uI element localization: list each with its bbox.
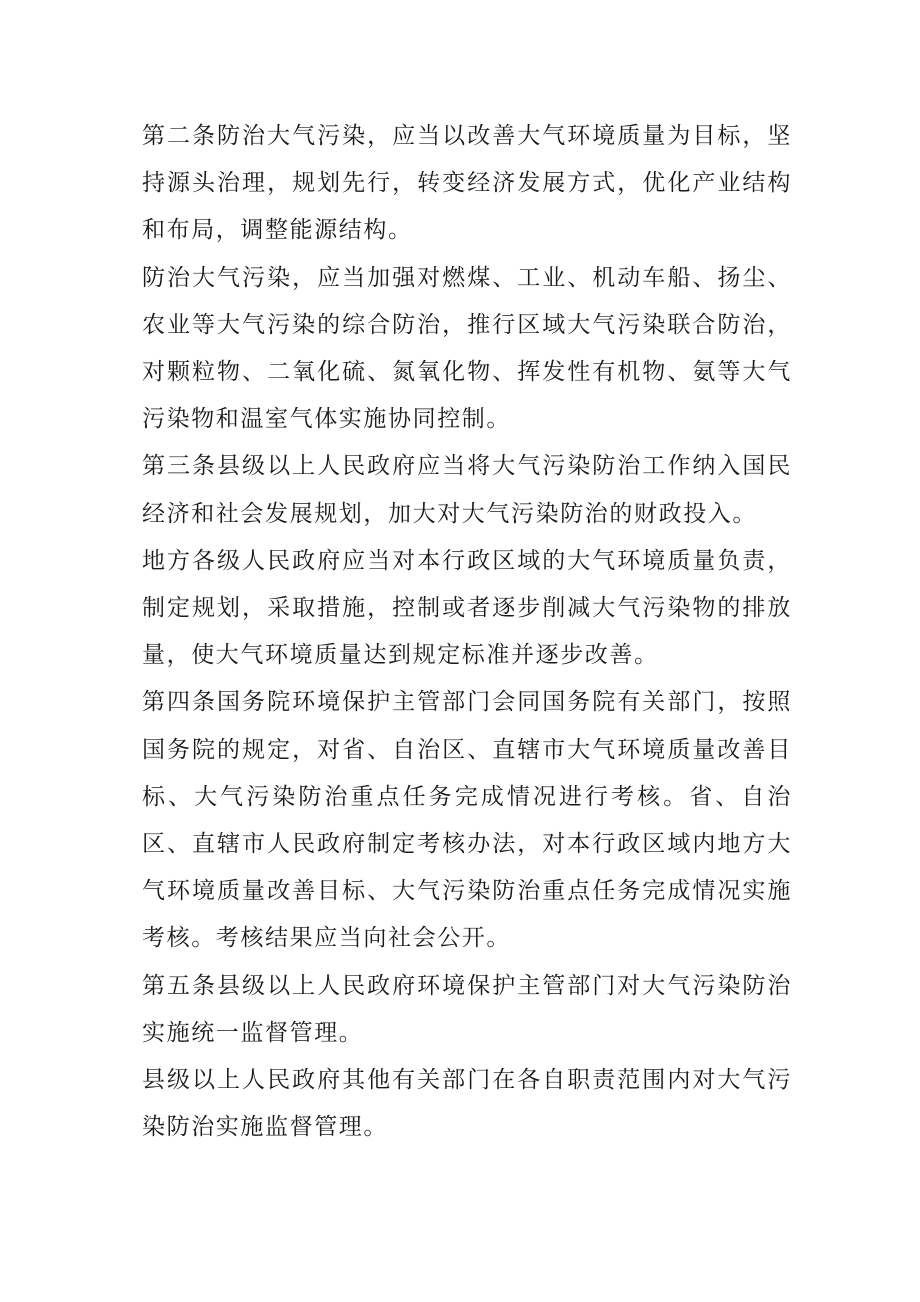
- paragraph-article-4: 第四条国务院环境保护主管部门会同国务院有关部门，按照国务院的规定，对省、自治区、直辖市大气环境质量改善目标、大气污染防治重点任务完成情况进行考核。省、自治区、直辖市人民政府制定考核办法，对本行政区域内地方大气环境质量改善目标、大气污染防治重点任务完成情况实施考核。考核结果应当向社会公开。: [142, 689, 792, 952]
- paragraph-article-5: 第五条县级以上人民政府环境保护主管部门对大气污染防治实施统一监督管理。: [142, 972, 792, 1046]
- paragraph-article-2: 第二条防治大气污染，应当以改善大气环境质量为目标，坚持源头治理，规划先行，转变经济发展方式，优化产业结构和布局，调整能源结构。: [142, 123, 792, 244]
- paragraph-article-3: 第三条县级以上人民政府应当将大气污染防治工作纳入国民经济和社会发展规划，加大对大气污染防治的财政投入。: [142, 453, 792, 527]
- paragraph-article-5-clause-2: 县级以上人民政府其他有关部门在各自职责范围内对大气污染防治实施监督管理。: [142, 1067, 792, 1141]
- document-body: [142, 113, 792, 1151]
- paragraph-article-2-clause-2: 防治大气污染，应当加强对燃煤、工业、机动车船、扬尘、农业等大气污染的综合防治，推行区域大气污染联合防治，对颗粒物、二氧化硫、氮氧化物、挥发性有机物、氨等大气污染物和温室气体实施协同控制。: [142, 264, 792, 433]
- paragraph-article-3-clause-2: 地方各级人民政府应当对本行政区域的大气环境质量负责，制定规划，采取措施，控制或者逐步削减大气污染物的排放量，使大气环境质量达到规定标准并逐步改善。: [142, 547, 792, 669]
